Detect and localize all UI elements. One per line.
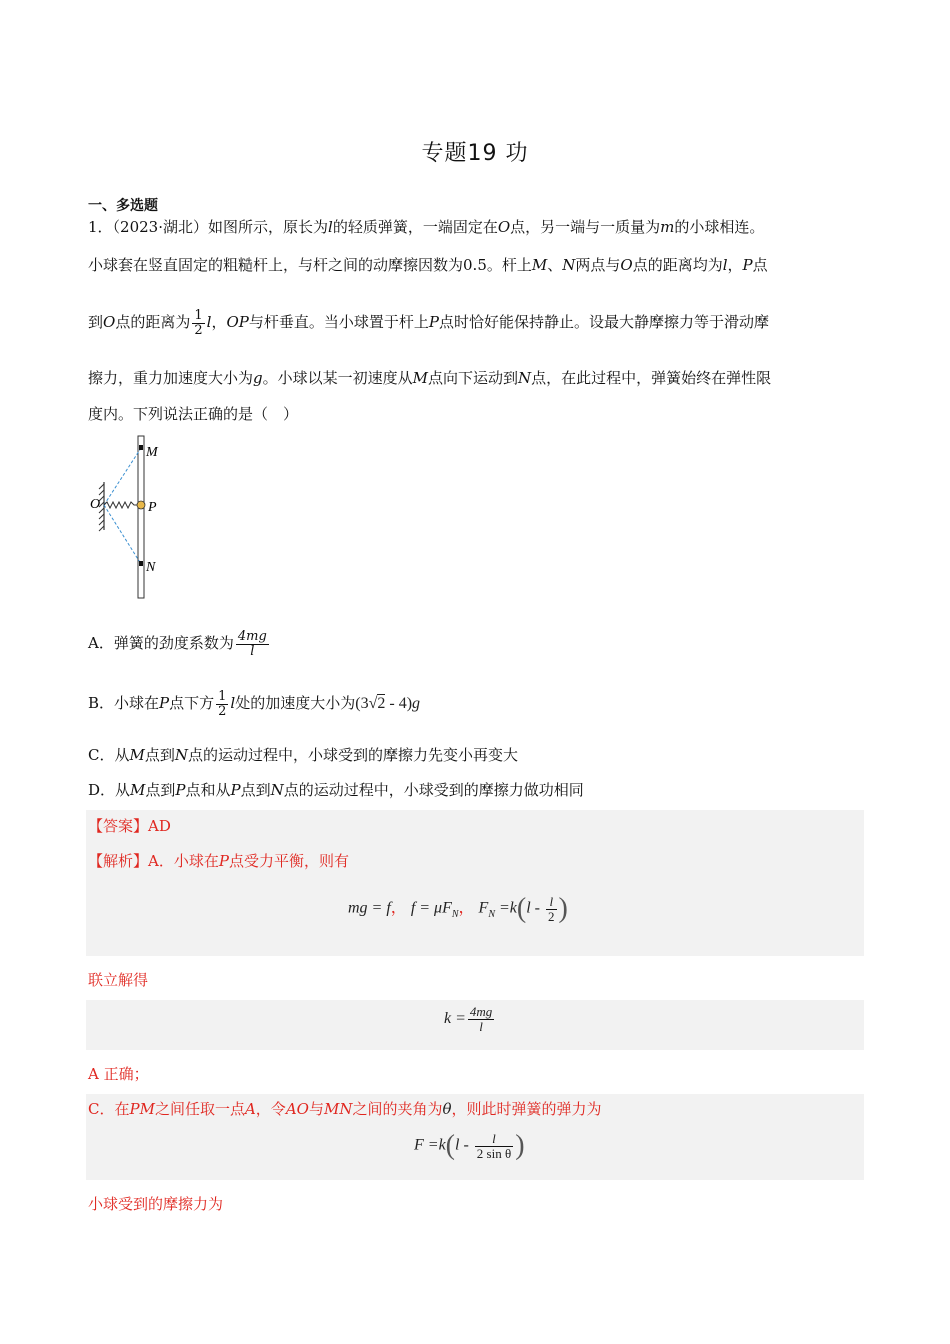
- var-p: P: [230, 781, 241, 799]
- eq-part: =k: [495, 899, 517, 917]
- eq-part: f = μF: [410, 899, 452, 917]
- text: 点到: [144, 746, 175, 764]
- answer-value: AD: [148, 817, 171, 835]
- var-op: OP: [226, 313, 249, 331]
- eq-part: l -: [455, 1136, 473, 1154]
- eq-part: l -: [526, 899, 545, 917]
- var-l: l: [230, 694, 236, 712]
- answer-label: 【答案】: [88, 817, 149, 835]
- var-l: l: [206, 313, 212, 331]
- text: ，则此时弹簧的弹力为: [451, 1100, 602, 1118]
- frac-num: 4mg: [469, 1004, 493, 1019]
- comma: ，: [458, 899, 475, 917]
- text: 擦力，重力加速度大小为: [88, 369, 254, 387]
- text: C．在: [88, 1100, 130, 1118]
- spring: [104, 502, 137, 508]
- var-mn: MN: [323, 1100, 353, 1118]
- text: C．从: [88, 746, 130, 764]
- frac-num: 4mg: [237, 628, 267, 644]
- var-o: O: [497, 218, 511, 236]
- text: 的小球相连。: [674, 218, 765, 236]
- a-correct-line: A 正确；: [88, 1065, 149, 1083]
- eq-part: mg = f: [348, 899, 391, 917]
- text: 点的距离为: [115, 313, 191, 331]
- expr-part: (3: [355, 695, 369, 712]
- label-o: O: [90, 497, 101, 512]
- text: A．弹簧的劲度系数为: [88, 634, 234, 652]
- text: 、: [547, 256, 563, 274]
- var-pm: PM: [129, 1100, 155, 1118]
- question-line-5: 度内。下列说法正确的是（ ）: [88, 405, 299, 423]
- answer-line: [88, 816, 171, 836]
- text: 点下方: [169, 694, 215, 712]
- text: 点的距离均为: [632, 256, 723, 274]
- analysis-label: 【解析】: [88, 852, 149, 870]
- frac-den: 2: [548, 908, 555, 924]
- frac-num: 1: [194, 307, 203, 323]
- frac-num: 1: [218, 688, 227, 704]
- text: 。小球以某一初速度从: [262, 369, 413, 387]
- dashed-line-on: [104, 505, 141, 564]
- var-l: l: [722, 256, 728, 274]
- var-p: P: [218, 852, 229, 870]
- var-o: O: [103, 313, 116, 331]
- text: 点受力平衡，则有: [228, 852, 349, 870]
- point-n-mark: [139, 561, 143, 566]
- var-n-point: N: [518, 369, 532, 387]
- frac-den: 2: [218, 703, 227, 719]
- var-m: m: [660, 218, 675, 236]
- text: 点，在此过程中，弹簧始终在弹性限: [531, 369, 772, 387]
- label-n: N: [146, 560, 156, 575]
- text: 的轻质弹簧，一端固定在: [332, 218, 498, 236]
- subscript-n: N: [451, 908, 459, 920]
- expr-part: - 4): [385, 695, 413, 712]
- fraction-4mg-l: [236, 630, 269, 659]
- text: 点到: [240, 781, 271, 799]
- frac-num: l: [475, 1132, 513, 1147]
- var-o: O: [620, 256, 633, 274]
- paren-left: (: [445, 1130, 455, 1161]
- var-l: l: [328, 218, 333, 236]
- text: 点的运动过程中，小球受到的摩擦力先变小再变大: [187, 746, 518, 764]
- text: A．小球在: [148, 852, 219, 870]
- text: 点和从: [185, 781, 231, 799]
- var-g: g: [412, 695, 421, 712]
- label-p: P: [148, 500, 157, 515]
- text: 与: [308, 1100, 324, 1118]
- fraction-half: [216, 690, 228, 719]
- option-b: [88, 683, 420, 724]
- text: 点到: [145, 781, 176, 799]
- analysis-line: [88, 851, 349, 871]
- accel-expression: [355, 694, 420, 712]
- var-m-point: M: [130, 781, 146, 799]
- frac-den: 2 sin θ: [476, 1145, 512, 1161]
- c-analysis-line: [88, 1099, 602, 1119]
- paren-right: ): [558, 893, 568, 924]
- text: 点的运动过程中，小球受到的摩擦力做功相同: [283, 781, 584, 799]
- text: 之间的夹角为: [352, 1100, 443, 1118]
- spring-rod-figure: [90, 434, 180, 602]
- fraction-4mg-l: [468, 1005, 494, 1034]
- paren-left: (: [516, 893, 527, 924]
- var-p: P: [159, 694, 170, 712]
- fraction-half: [192, 309, 204, 338]
- text: 小球套在竖直固定的粗糙杆上，与杆之间的动摩擦因数为0.5。杆上: [88, 256, 532, 274]
- text: B．小球在: [88, 694, 160, 712]
- fraction-l-2sin: [475, 1132, 513, 1161]
- page-title: 专题19 功: [421, 141, 529, 166]
- text: 点: [752, 256, 768, 274]
- var-ao: AO: [285, 1100, 309, 1118]
- question-line-4: [88, 368, 771, 388]
- var-g: g: [253, 369, 263, 387]
- frac-den: l: [250, 643, 255, 659]
- eq-part: k =: [444, 1010, 466, 1028]
- text: ，: [211, 313, 227, 331]
- text: 两点与: [575, 256, 621, 274]
- frac-den: 2: [194, 322, 203, 338]
- frac-num: l: [546, 895, 557, 910]
- var-m-point: M: [412, 369, 428, 387]
- var-p: P: [428, 313, 439, 331]
- subscript-n: N: [488, 908, 495, 920]
- rod: [138, 436, 144, 598]
- var-m-point: M: [531, 256, 548, 274]
- sqrt-icon: √: [368, 695, 378, 712]
- text: 点向下运动到: [428, 369, 519, 387]
- friction-line: 小球受到的摩擦力为: [88, 1195, 224, 1213]
- section-heading: 一、多选题: [88, 198, 158, 214]
- question-line-1: [88, 217, 764, 237]
- sqrt-arg: 2: [377, 695, 386, 712]
- ball: [137, 501, 145, 509]
- var-n-point: N: [270, 781, 284, 799]
- var-n-point: N: [174, 746, 188, 764]
- text: 点，另一端与一质量为: [510, 218, 661, 236]
- combine-line: 联立解得: [88, 971, 149, 989]
- answer-block: [86, 810, 864, 956]
- equation-2: [444, 1005, 496, 1034]
- var-p: P: [175, 781, 186, 799]
- paren-right: ): [515, 1130, 525, 1161]
- text: 1．（2023·湖北）如图所示，原长为: [88, 218, 328, 236]
- text: 到: [88, 313, 104, 331]
- question-line-2: [88, 255, 768, 275]
- dashed-line-om: [104, 448, 141, 505]
- equation-1: [348, 893, 568, 925]
- eq-part: F: [478, 899, 489, 917]
- text: 与杆垂直。当小球置于杆上: [248, 313, 429, 331]
- text: D．从: [88, 781, 131, 799]
- text: ，: [727, 256, 743, 274]
- option-d: [88, 780, 584, 800]
- label-m: M: [146, 445, 158, 460]
- point-m-mark: [139, 445, 143, 450]
- var-theta: θ: [442, 1100, 452, 1118]
- text: 点时恰好能保持静止。设最大静摩擦力等于滑动摩: [438, 313, 769, 331]
- equation-3: [414, 1130, 525, 1162]
- text: ，令: [255, 1100, 286, 1118]
- comma: ，: [390, 899, 407, 917]
- text: 处的加速度大小为: [235, 694, 356, 712]
- frac-den: l: [479, 1019, 483, 1034]
- var-m-point: M: [129, 746, 145, 764]
- option-c: [88, 745, 518, 765]
- var-p: P: [742, 256, 753, 274]
- eq-part: F =k: [414, 1136, 446, 1154]
- option-a: [88, 623, 271, 663]
- var-a: A: [244, 1100, 256, 1118]
- var-n-point: N: [562, 256, 576, 274]
- text: 之间任取一点: [154, 1100, 245, 1118]
- question-line-3: [88, 302, 769, 342]
- fraction-l-2: [546, 895, 557, 924]
